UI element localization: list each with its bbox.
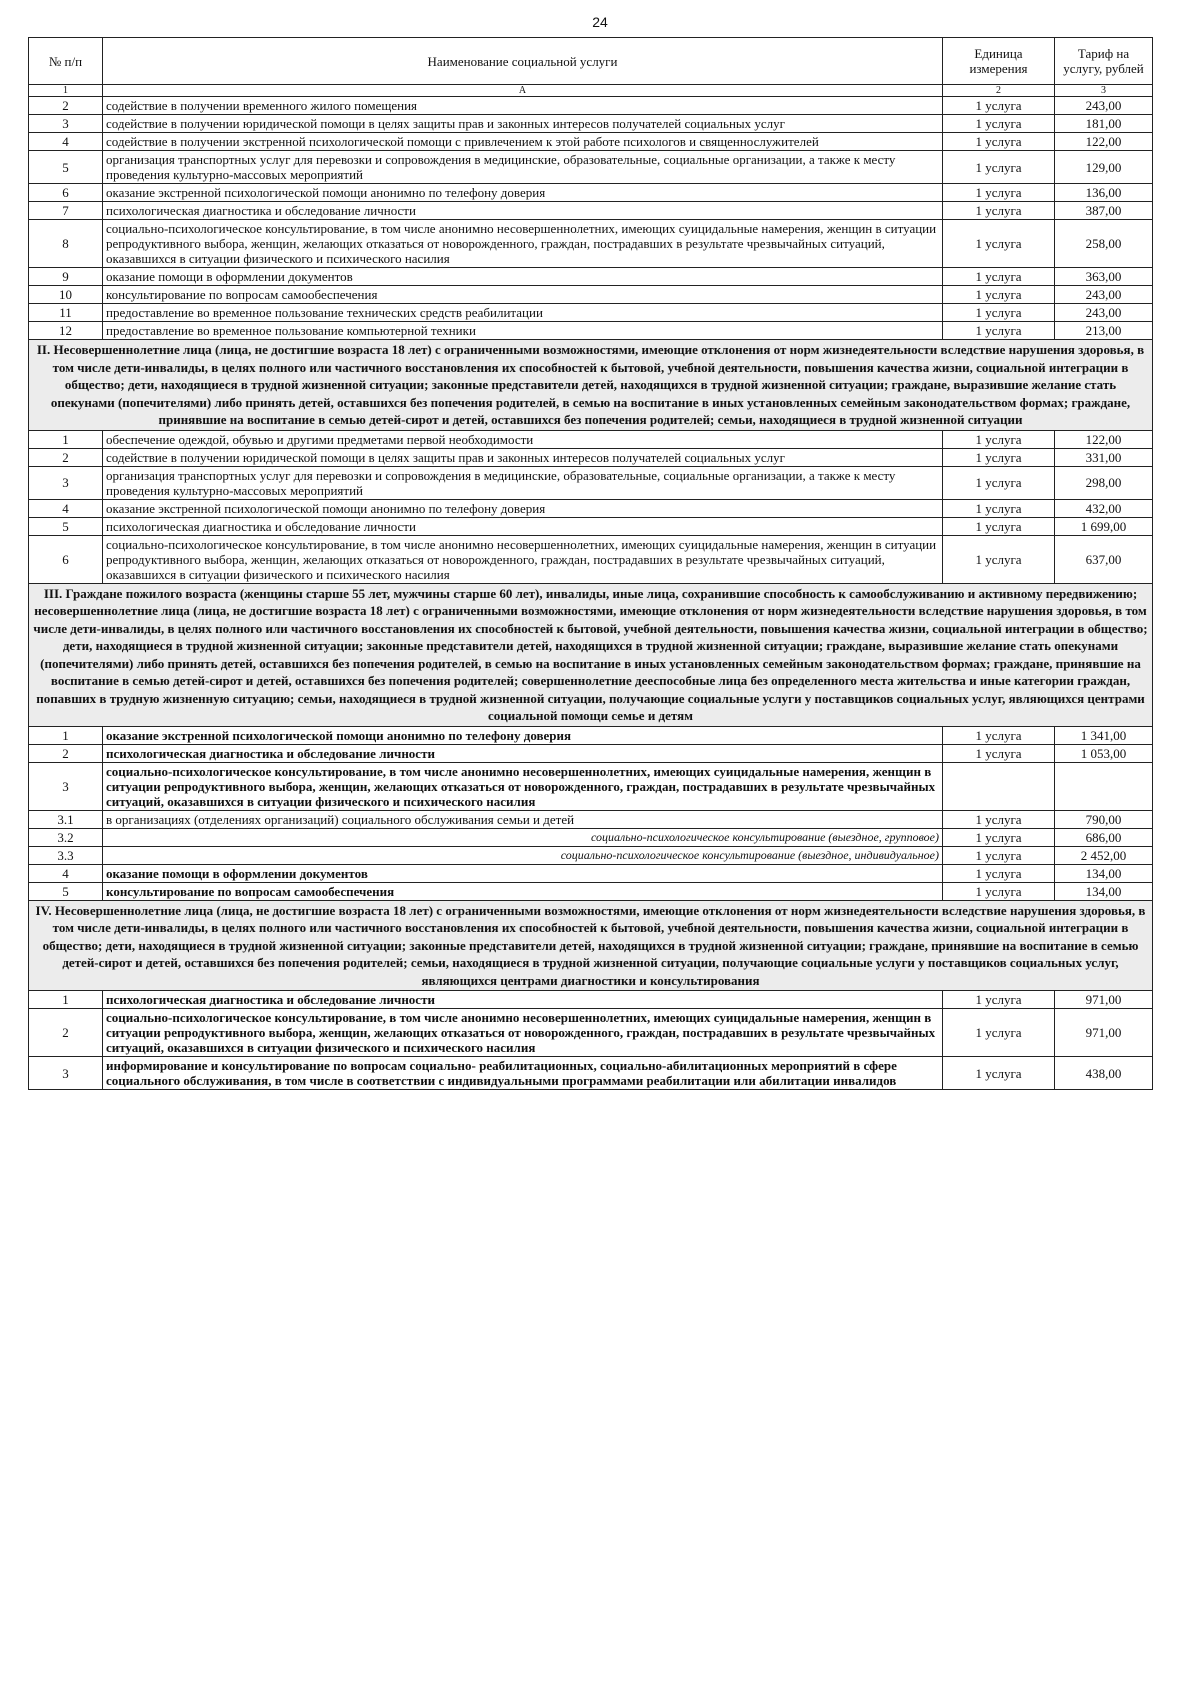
- row-number: 3: [29, 466, 103, 499]
- tariff-value: 243,00: [1055, 304, 1153, 322]
- column-number-a: А: [103, 85, 943, 97]
- unit-of-measure: 1 услуга: [943, 991, 1055, 1009]
- row-number: 4: [29, 864, 103, 882]
- column-number-2: 2: [943, 85, 1055, 97]
- tariff-value: 136,00: [1055, 184, 1153, 202]
- tariff-value: 1 341,00: [1055, 726, 1153, 744]
- service-name: социально-психологическое консультирование, в том числе анонимно несовершеннолетних, имеющих суицидальные намерения, женщин в ситуации репродуктивного выбора, женщин, желающих отказаться от новорожденного, граждан, пострадавших в результате чрезвычайных ситуаций, оказавшихся в ситуации физического и психического насилия: [103, 220, 943, 268]
- tariff-value: 298,00: [1055, 466, 1153, 499]
- unit-of-measure: 1 услуга: [943, 115, 1055, 133]
- service-name: консультирование по вопросам самообеспечения: [103, 882, 943, 900]
- table-row: [29, 517, 1153, 535]
- section-header-row: [29, 583, 1153, 726]
- row-number: 3.1: [29, 810, 103, 828]
- service-name: оказание экстренной психологической помощи анонимно по телефону доверия: [103, 726, 943, 744]
- table-row: [29, 1009, 1153, 1057]
- row-number: 3: [29, 115, 103, 133]
- row-number: 3: [29, 762, 103, 810]
- row-number: 5: [29, 151, 103, 184]
- tariff-value: 686,00: [1055, 828, 1153, 846]
- unit-of-measure: [943, 762, 1055, 810]
- row-number: 2: [29, 448, 103, 466]
- table-row: [29, 744, 1153, 762]
- row-number: 9: [29, 268, 103, 286]
- service-name: оказание помощи в оформлении документов: [103, 268, 943, 286]
- tariff-value: 134,00: [1055, 864, 1153, 882]
- service-name: психологическая диагностика и обследование личности: [103, 744, 943, 762]
- tariff-value: 134,00: [1055, 882, 1153, 900]
- table-row: [29, 846, 1153, 864]
- tariff-value: 432,00: [1055, 499, 1153, 517]
- table-row: [29, 991, 1153, 1009]
- service-name: социально-психологическое консультирование, в том числе анонимно несовершеннолетних, имеющих суицидальные намерения, женщин в ситуации репродуктивного выбора, женщин, желающих отказаться от новорожденного, граждан, пострадавших в результате чрезвычайных ситуаций, оказавшихся в ситуации физического и психического насилия: [103, 535, 943, 583]
- unit-of-measure: 1 услуга: [943, 499, 1055, 517]
- service-name: в организациях (отделениях организаций) социального обслуживания семьи и детей: [103, 810, 943, 828]
- table-row: [29, 864, 1153, 882]
- tariff-value: 213,00: [1055, 322, 1153, 340]
- table-row: [29, 726, 1153, 744]
- row-number: 4: [29, 499, 103, 517]
- tariff-value: 790,00: [1055, 810, 1153, 828]
- table-row: [29, 304, 1153, 322]
- service-name: организация транспортных услуг для перевозки и сопровождения в медицинские, образовательные, социальные организации, а также к месту проведения культурно-массовых мероприятий: [103, 151, 943, 184]
- tariff-value: [1055, 762, 1153, 810]
- row-number: 8: [29, 220, 103, 268]
- tariff-value: 637,00: [1055, 535, 1153, 583]
- section-header-row: [29, 900, 1153, 991]
- row-number: 2: [29, 744, 103, 762]
- row-number: 1: [29, 726, 103, 744]
- table-row: [29, 184, 1153, 202]
- service-name: социально-психологическое консультирование, в том числе анонимно несовершеннолетних, имеющих суицидальные намерения, женщин в ситуации репродуктивного выбора, женщин, желающих отказаться от новорожденного, граждан, пострадавших в результате чрезвычайных ситуаций, оказавшихся в ситуации физического и психического насилия: [103, 1009, 943, 1057]
- tariff-value: 971,00: [1055, 1009, 1153, 1057]
- tariff-value: 122,00: [1055, 430, 1153, 448]
- unit-of-measure: 1 услуга: [943, 97, 1055, 115]
- column-numbers-row: [29, 85, 1153, 97]
- header-unit: Единица измерения: [943, 38, 1055, 85]
- unit-of-measure: 1 услуга: [943, 846, 1055, 864]
- unit-of-measure: 1 услуга: [943, 184, 1055, 202]
- table-row: [29, 762, 1153, 810]
- service-name: организация транспортных услуг для перевозки и сопровождения в медицинские, образовательные, социальные организации, а также к месту проведения культурно-массовых мероприятий: [103, 466, 943, 499]
- table-row: [29, 535, 1153, 583]
- tariff-value: 1 053,00: [1055, 744, 1153, 762]
- column-number-1: 1: [29, 85, 103, 97]
- unit-of-measure: 1 услуга: [943, 448, 1055, 466]
- unit-of-measure: 1 услуга: [943, 322, 1055, 340]
- unit-of-measure: 1 услуга: [943, 286, 1055, 304]
- table-row: [29, 115, 1153, 133]
- table-row: [29, 1057, 1153, 1090]
- tariff-value: 971,00: [1055, 991, 1153, 1009]
- row-number: 10: [29, 286, 103, 304]
- tariff-value: 363,00: [1055, 268, 1153, 286]
- unit-of-measure: 1 услуга: [943, 535, 1055, 583]
- table-row: [29, 151, 1153, 184]
- unit-of-measure: 1 услуга: [943, 202, 1055, 220]
- section-title: II. Несовершеннолетние лица (лица, не достигшие возраста 18 лет) с ограниченными возможностями, имеющие отклонения от норм жизнедеятельности вследствие нарушения здоровья, в том числе дети-инвалиды, в целях полного или частичного восстановления их способностей к бытовой, учебной деятельности, повышения качества жизни, социальной интеграции в общество; дети, находящиеся в трудной жизненной ситуации; законные представители детей, находящихся в трудной жизненной ситуации; граждане, выразившие желание стать опекунами (попечителями) либо принять детей, оставшихся без попечения родителей, в семью на воспитание в иных установленных семейным законодательством формах; граждане, принявшие на воспитание в семью детей-сирот и детей, оставшихся без попечения родителей; семьи, находящиеся в трудной жизненной ситуации: [29, 340, 1153, 431]
- table-row: [29, 828, 1153, 846]
- row-number: 12: [29, 322, 103, 340]
- unit-of-measure: 1 услуга: [943, 744, 1055, 762]
- service-name: социально-психологическое консультирование (выездное, групповое): [103, 828, 943, 846]
- service-name: предоставление во временное пользование компьютерной техники: [103, 322, 943, 340]
- tariff-value: 181,00: [1055, 115, 1153, 133]
- tariff-value: 438,00: [1055, 1057, 1153, 1090]
- tariff-value: 129,00: [1055, 151, 1153, 184]
- unit-of-measure: 1 услуга: [943, 220, 1055, 268]
- unit-of-measure: 1 услуга: [943, 726, 1055, 744]
- service-name: социально-психологическое консультирование (выездное, индивидуальное): [103, 846, 943, 864]
- service-name: обеспечение одеждой, обувью и другими предметами первой необходимости: [103, 430, 943, 448]
- unit-of-measure: 1 услуга: [943, 828, 1055, 846]
- table-row: [29, 133, 1153, 151]
- unit-of-measure: 1 услуга: [943, 268, 1055, 286]
- tariff-value: 387,00: [1055, 202, 1153, 220]
- table-row: [29, 268, 1153, 286]
- table-row: [29, 466, 1153, 499]
- service-name: информирование и консультирование по вопросам социально- реабилитационных, социально-абилитационных мероприятий в сфере социального обслуживания, в том числе в соответствии с индивидуальными программами реабилитации или абилитации инвалидов: [103, 1057, 943, 1090]
- table-row: [29, 97, 1153, 115]
- row-number: 1: [29, 430, 103, 448]
- service-name: содействие в получении юридической помощи в целях защиты прав и законных интересов получателей социальных услуг: [103, 448, 943, 466]
- table-row: [29, 499, 1153, 517]
- row-number: 5: [29, 882, 103, 900]
- unit-of-measure: 1 услуга: [943, 517, 1055, 535]
- page-number: 24: [592, 14, 608, 30]
- section-header-row: [29, 340, 1153, 431]
- service-name: содействие в получении экстренной психологической помощи с привлечением к этой работе психологов и священнослужителей: [103, 133, 943, 151]
- header-number: № п/п: [29, 38, 103, 85]
- unit-of-measure: 1 услуга: [943, 1057, 1055, 1090]
- table-row: [29, 286, 1153, 304]
- service-name: психологическая диагностика и обследование личности: [103, 202, 943, 220]
- service-name: предоставление во временное пользование технических средств реабилитации: [103, 304, 943, 322]
- service-name: консультирование по вопросам самообеспечения: [103, 286, 943, 304]
- service-name: социально-психологическое консультирование, в том числе анонимно несовершеннолетних, имеющих суицидальные намерения, женщин в ситуации репродуктивного выбора, женщин, желающих отказаться от новорожденного, граждан, пострадавших в результате чрезвычайных ситуаций, оказавшихся в ситуации физического и психического насилия: [103, 762, 943, 810]
- service-name: оказание экстренной психологической помощи анонимно по телефону доверия: [103, 184, 943, 202]
- service-name: оказание экстренной психологической помощи анонимно по телефону доверия: [103, 499, 943, 517]
- row-number: 3: [29, 1057, 103, 1090]
- row-number: 1: [29, 991, 103, 1009]
- unit-of-measure: 1 услуга: [943, 882, 1055, 900]
- table-header-row: [29, 38, 1153, 85]
- row-number: 3.3: [29, 846, 103, 864]
- table-row: [29, 202, 1153, 220]
- tariff-value: 122,00: [1055, 133, 1153, 151]
- column-number-3: 3: [1055, 85, 1153, 97]
- table-row: [29, 220, 1153, 268]
- section-title: IV. Несовершеннолетние лица (лица, не достигшие возраста 18 лет) с ограниченными возможностями, имеющие отклонения от норм жизнедеятельности вследствие нарушения здоровья, в том числе дети-инвалиды, в целях полного или частичного восстановления их способностей к бытовой, учебной деятельности, повышения качества жизни, социальной интеграции в общество; дети, находящиеся в трудной жизненной ситуации; законные представители детей, находящихся в трудной жизненной ситуации; граждане, принявшие на воспитание в семью детей-сирот и детей, оставшихся без попечения родителей; семьи, находящиеся в трудной жизненной ситуации, получающие социальные услуги у поставщиков социальных услуг, являющихся центрами диагностики и консультирования: [29, 900, 1153, 991]
- row-number: 2: [29, 1009, 103, 1057]
- row-number: 7: [29, 202, 103, 220]
- table-row: [29, 448, 1153, 466]
- row-number: 11: [29, 304, 103, 322]
- unit-of-measure: 1 услуга: [943, 304, 1055, 322]
- tariff-value: 331,00: [1055, 448, 1153, 466]
- service-name: содействие в получении временного жилого помещения: [103, 97, 943, 115]
- tariff-value: 243,00: [1055, 286, 1153, 304]
- table-row: [29, 430, 1153, 448]
- tariff-value: 1 699,00: [1055, 517, 1153, 535]
- tariff-value: 258,00: [1055, 220, 1153, 268]
- service-name: содействие в получении юридической помощи в целях защиты прав и законных интересов получателей социальных услуг: [103, 115, 943, 133]
- tariff-table-body: [29, 38, 1153, 1090]
- unit-of-measure: 1 услуга: [943, 466, 1055, 499]
- service-name: психологическая диагностика и обследование личности: [103, 517, 943, 535]
- row-number: 2: [29, 97, 103, 115]
- header-service-name: Наименование социальной услуги: [103, 38, 943, 85]
- table-row: [29, 882, 1153, 900]
- row-number: 6: [29, 184, 103, 202]
- unit-of-measure: 1 услуга: [943, 864, 1055, 882]
- tariff-value: 243,00: [1055, 97, 1153, 115]
- tariff-value: 2 452,00: [1055, 846, 1153, 864]
- unit-of-measure: 1 услуга: [943, 430, 1055, 448]
- service-name: психологическая диагностика и обследование личности: [103, 991, 943, 1009]
- unit-of-measure: 1 услуга: [943, 151, 1055, 184]
- row-number: 5: [29, 517, 103, 535]
- tariff-table: [28, 37, 1153, 1090]
- unit-of-measure: 1 услуга: [943, 133, 1055, 151]
- row-number: 6: [29, 535, 103, 583]
- unit-of-measure: 1 услуга: [943, 810, 1055, 828]
- row-number: 3.2: [29, 828, 103, 846]
- header-tariff: Тариф на услугу, рублей: [1055, 38, 1153, 85]
- service-name: оказание помощи в оформлении документов: [103, 864, 943, 882]
- table-row: [29, 322, 1153, 340]
- unit-of-measure: 1 услуга: [943, 1009, 1055, 1057]
- table-row: [29, 810, 1153, 828]
- row-number: 4: [29, 133, 103, 151]
- section-title: III. Граждане пожилого возраста (женщины старше 55 лет, мужчины старше 60 лет), инвалиды, иные лица, сохранившие способность к самообслуживанию и активному передвижению; несовершеннолетние лица (лица, не достигшие возраста 18 лет) с ограниченными возможностями, имеющие отклонения от норм жизнедеятельности вследствие нарушения здоровья, в том числе дети-инвалиды, в целях полного или частичного восстановления их способностей к бытовой, учебной деятельности, повышения качества жизни, социальной интеграции в общество; дети, находящиеся в трудной жизненной ситуации; законные представители детей, находящихся в трудной жизненной ситуации; граждане, выразившие желание стать опекунами (попечителями) либо принять детей, оставшихся без попечения родителей, в семью на воспитание в иных установленных семейным законодательством формах; граждане, принявшие на воспитание в семью детей-сирот и детей, оставшихся без попечения родителей; совершеннолетние дееспособные лица без определенного места жительства и иные категории граждан, попавших в трудную жизненную ситуацию; семьи, находящиеся в трудной жизненной ситуации, получающие социальные услуги у поставщиков социальных услуг, являющихся центрами социальной помощи семье и детям: [29, 583, 1153, 726]
